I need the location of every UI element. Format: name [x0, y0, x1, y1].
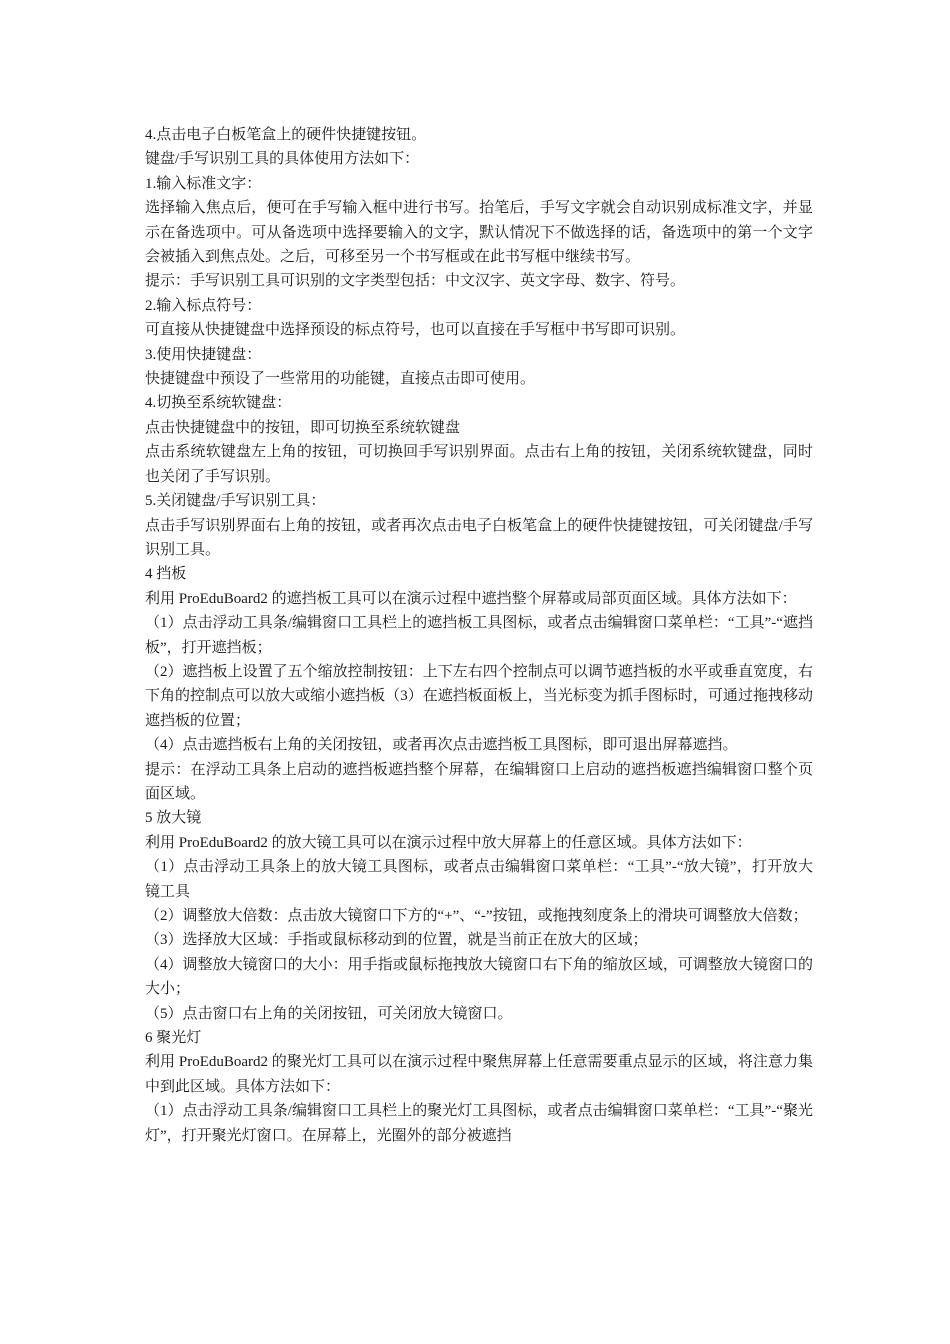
- paragraph: 点击系统软键盘左上角的按钮，可切换回手写识别界面。点击右上角的按钮，关闭系统软键盘，同时也关闭了手写识别。: [145, 444, 813, 485]
- step-paragraph: （4）调整放大镜窗口的大小：用手指或鼠标拖拽放大镜窗口右下角的缩放区域，可调整放大镜窗口的大小；: [145, 956, 813, 998]
- section-heading: 1.输入标准文字：: [145, 175, 262, 192]
- step-paragraph: （3）选择放大区域：手指或鼠标移动到的位置，就是当前正在放大的区域；: [145, 932, 648, 949]
- section-heading: 4.切换至系统软键盘：: [145, 395, 292, 412]
- tip-paragraph: 提示：在浮动工具条上启动的遮挡板遮挡整个屏幕，在编辑窗口上启动的遮挡板遮挡编辑窗口整个页面区域。: [145, 761, 813, 802]
- chapter-heading: 6 聚光灯: [145, 1030, 202, 1047]
- paragraph: 选择输入焦点后，便可在手写输入框中进行书写。抬笔后，手写文字就会自动识别成标准文字，并显示在备选项中。可从备选项中选择要输入的文字，默认情况下不做选择的话，备选项中的第一个文字会被插入到焦点处。之后，可移至另一个书写框或在此书写框中继续书写。: [145, 200, 813, 266]
- paragraph: 点击快捷键盘中的按钮，即可切换至系统软键盘: [145, 419, 461, 436]
- paragraph: 键盘/手写识别工具的具体使用方法如下：: [145, 151, 420, 168]
- step-paragraph: （2）遮挡板上设置了五个缩放控制按钮：上下左右四个控制点可以调节遮挡板的水平或垂直宽度，右下角的控制点可以放大或缩小遮挡板（3）在遮挡板面板上，当光标变为抓手图标时，可通过拖拽移动遮挡板的位置；: [145, 663, 813, 729]
- step-paragraph: （2）调整放大倍数：点击放大镜窗口下方的“+”、“-”按钮，或拖拽刻度条上的滑块可调整放大倍数；: [145, 908, 808, 924]
- step-paragraph: （5）点击窗口右上角的关闭按钮，可关闭放大镜窗口。: [145, 1005, 513, 1022]
- paragraph: 可直接从快捷键盘中选择预设的标点符号，也可以直接在手写框中书写即可识别。: [145, 322, 686, 339]
- paragraph: 点击手写识别界面右上角的按钮，或者再次点击电子白板笔盒上的硬件快捷键按钮，可关闭键盘/手写识别工具。: [145, 517, 813, 558]
- tip-paragraph: 提示：手写识别工具可识别的文字类型包括：中文汉字、英文字母、数字、符号。: [145, 273, 686, 290]
- section-heading: 5.关闭键盘/手写识别工具：: [145, 493, 326, 510]
- step-paragraph: （1）点击浮动工具条上的放大镜工具图标，或者点击编辑窗口菜单栏：“工具”-“放大镜”，打开放大镜工具: [145, 859, 813, 900]
- document-page: [145, 123, 813, 1148]
- paragraph: 利用 ProEduBoard2 的遮挡板工具可以在演示过程中遮挡整个屏幕或局部页面区域。具体方法如下：: [145, 590, 797, 607]
- paragraph: 利用 ProEduBoard2 的放大镜工具可以在演示过程中放大屏幕上的任意区域。具体方法如下：: [145, 834, 752, 851]
- section-heading: 2.输入标点符号：: [145, 297, 262, 314]
- chapter-heading: 4 挡板: [145, 566, 187, 583]
- step-paragraph: （1）点击浮动工具条/编辑窗口工具栏上的聚光灯工具图标，或者点击编辑窗口菜单栏：“工具”-“聚光灯”，打开聚光灯窗口。在屏幕上，光圈外的部分被遮挡: [145, 1103, 813, 1144]
- paragraph: 利用 ProEduBoard2 的聚光灯工具可以在演示过程中聚焦屏幕上任意需要重点显示的区域，将注意力集中到此区域。具体方法如下：: [145, 1054, 813, 1095]
- paragraph: 快捷键盘中预设了一些常用的功能键，直接点击即可使用。: [145, 371, 536, 388]
- step-paragraph: （1）点击浮动工具条/编辑窗口工具栏上的遮挡板工具图标，或者点击编辑窗口菜单栏：“工具”-“遮挡板”，打开遮挡板；: [145, 615, 813, 656]
- chapter-heading: 5 放大镜: [145, 810, 202, 827]
- paragraph: 4.点击电子白板笔盒上的硬件快捷键按钮。: [145, 127, 427, 143]
- step-paragraph: （4）点击遮挡板右上角的关闭按钮，或者再次点击遮挡板工具图标，即可退出屏幕遮挡。: [145, 737, 738, 754]
- section-heading: 3.使用快捷键盘：: [145, 346, 262, 363]
